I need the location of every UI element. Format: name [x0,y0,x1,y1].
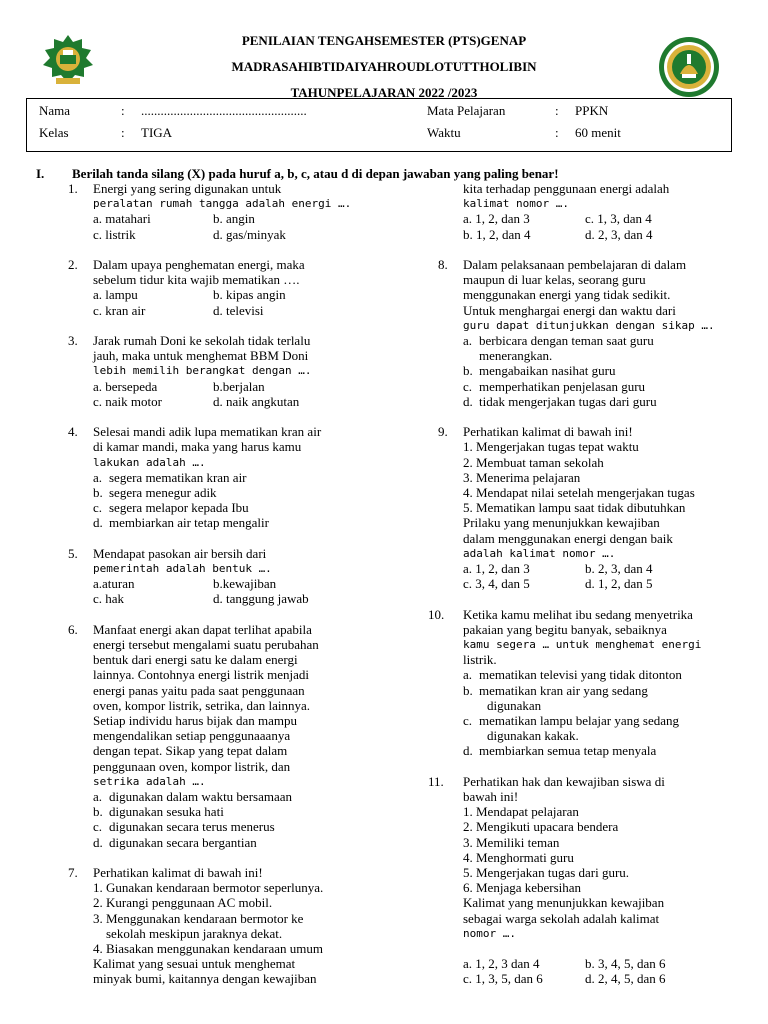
option-c[interactable]: segera melapor kepada Ibu [109,500,249,516]
statement-item: Mematikan lampu saat tidak dibutuhkan [476,500,686,516]
option-marker: a. [93,469,103,485]
statement-item: Memiliki teman [476,834,560,850]
question-text: kamu segera … untuk menghemat energi [463,637,702,651]
question-text: minyak bumi, kaitannya dengan kewajiban [93,971,317,987]
item-marker: 2. [93,895,103,911]
class-label: Kelas [39,125,69,140]
statement-item: Kurangi penggunaan AC mobil. [106,895,273,911]
question-text: oven, kompor listrik, setrika, dan lainnya. [93,697,310,713]
question-text: listrik. [463,652,497,668]
question-text: lainnya. Contohnya energi listrik menjadi [93,667,310,683]
option-d[interactable]: d. 2, 4, 5, dan 6 [585,971,666,987]
statement-item: Mengerjakan tugas dari guru. [476,865,630,881]
item-marker: 2. [463,454,473,470]
question-text: Dalam upaya penghematan energi, maka [93,256,305,272]
item-marker: 6. [463,880,473,896]
option-a[interactable]: segera mematikan kran air [109,469,247,485]
option-c[interactable]: c. 1, 3, dan 4 [585,211,652,227]
subject-value: PPKN [575,103,609,118]
option-a[interactable]: a. lampu [93,287,138,303]
option-b[interactable]: mengabaikan nasihat guru [479,363,616,379]
option-a[interactable]: a. 1, 2, 3 dan 4 [463,956,540,972]
item-marker: 4. [463,485,473,500]
info-row-1 [39,101,729,121]
question-text: Kalimat yang sesuai untuk menghemat [93,956,296,972]
question-text: lakukan adalah …. [93,455,206,469]
question-7-continued [438,181,734,242]
option-b[interactable]: mematikan kran air yang sedang [479,682,648,698]
question-9 [438,424,734,591]
question-number: 11. [428,773,444,789]
question-text: energi panas yaitu pada saat penggunaan [93,682,305,698]
question-number: 3. [68,332,78,348]
option-b[interactable]: segera menegur adik [109,484,217,500]
question-4 [68,424,364,530]
option-a[interactable]: berbicara dengan teman saat guru [479,332,654,348]
option-marker: c. [93,819,103,835]
question-1 [68,181,364,242]
item-marker: 1. [93,880,103,896]
option-c[interactable]: memperhatikan penjelasan guru [479,378,646,394]
option-c[interactable]: c. 3, 4, dan 5 [463,576,530,592]
option-d[interactable]: d. 2, 3, dan 4 [585,226,653,242]
item-marker: 3. [93,910,103,926]
question-text: energi tersebut mengalami suatu perubahan [93,636,319,652]
name-colon: : [121,103,125,118]
name-field[interactable]: ................................................... [141,103,307,118]
option-c[interactable]: c. listrik [93,226,136,242]
question-text: jauh, maka untuk menghemat BBM Doni [93,348,309,364]
option-c[interactable]: c. kran air [93,302,146,318]
question-text: bawah ini! [463,789,519,804]
question-text: Perhatikan hak dan kewajiban siswa di [463,773,665,789]
question-number: 2. [68,256,78,272]
question-text: Untuk menghargai energi dan waktu dari [463,302,676,318]
option-b[interactable]: b.kewajiban [213,576,277,592]
option-marker: a. [93,788,103,804]
question-number: 5. [68,545,78,561]
option-b[interactable]: b. angin [213,211,255,227]
question-text: Dalam pelaksanaan pembelajaran di dalam [463,256,687,272]
option-d[interactable]: membiarkan semua tetap menyala [479,743,657,759]
item-marker: 5. [463,865,473,881]
left-column [68,181,364,987]
option-c[interactable]: c. hak [93,591,125,607]
question-10 [428,606,734,759]
time-colon: : [555,125,559,140]
question-text: Kalimat yang menunjukkan kewajiban [463,895,665,911]
statement-item: Mendapat pelajaran [476,804,579,820]
exam-title: PENILAIAN TENGAHSEMESTER (PTS)GENAP [241,33,527,48]
statement-item: Gunakan kendaraan bermotor seperlunya. [106,880,324,896]
statement-item: Biasakan menggunakan kendaraan umum [106,940,323,956]
statement-item: Mendapat nilai setelah mengerjakan tugas [476,485,695,500]
question-7 [68,865,364,987]
option-b[interactable]: digunakan sesuka hati [109,804,224,820]
question-number: 10. [428,606,445,622]
option-marker: b. [463,682,473,698]
option-d[interactable]: tidak mengerjakan tugas dari guru [479,393,657,409]
option-d[interactable]: d. gas/minyak [213,226,286,242]
statement-item: Menggunakan kendaraan bermotor ke [106,910,304,926]
question-number: 1. [68,181,78,196]
option-d[interactable]: digunakan secara bergantian [109,834,257,850]
time-value: 60 menit [575,125,621,140]
statement-item: Mengikuti upacara bendera [476,819,619,835]
option-marker: b. [463,363,473,379]
statement-item: Menghormati guru [476,849,574,865]
question-6 [68,622,364,850]
item-marker: 5. [463,500,473,516]
question-text: pakaian yang begitu banyak, sebaiknya [463,621,667,637]
question-text: Perhatikan kalimat di bawah ini! [463,424,633,440]
question-number: 4. [68,424,78,440]
statement-item: Mengerjakan tugas tepat waktu [476,439,639,455]
item-marker: 4. [463,849,473,865]
question-text: nomor …. [463,926,516,940]
option-b-continued[interactable]: digunakan [487,697,542,713]
option-a[interactable]: digunakan dalam waktu bersamaan [109,788,293,804]
option-marker: d. [93,515,103,531]
option-c[interactable]: c. naik motor [93,393,162,409]
option-b[interactable]: b. kipas angin [213,287,286,303]
option-c[interactable]: digunakan secara terus menerus [109,819,275,835]
subject-colon: : [555,103,559,118]
option-d[interactable]: d. 1, 2, dan 5 [585,576,653,592]
item-marker: 1. [463,439,473,455]
option-a[interactable]: a. matahari [93,211,151,227]
option-marker: d. [463,393,473,409]
question-text: Energi yang sering digunakan untuk [93,181,282,196]
question-text: Perhatikan kalimat di bawah ini! [93,864,263,880]
statement-item: sekolah meskipun jaraknya dekat. [106,925,283,941]
option-d[interactable]: membiarkan air tetap mengalir [109,515,269,531]
right-column [428,181,734,987]
option-a-continued[interactable]: menerangkan. [479,348,553,364]
exam-header [0,28,768,106]
question-5 [68,546,364,607]
statement-item: Menjaga kebersihan [476,880,582,896]
instruction-text: Berilah tanda silang (X) pada huruf a, b, c, atau d di depan jawaban yang paling benar! [72,166,559,181]
statement-item: Membuat taman sekolah [476,454,604,470]
academic-year: TAHUNPELAJARAN 2022 /2023 [290,85,478,100]
question-number: 9. [438,424,448,440]
statement-item: Menerima pelajaran [476,469,581,485]
option-marker: a. [463,667,473,683]
option-c-continued[interactable]: digunakan kakak. [487,728,579,744]
option-marker: d. [93,834,103,850]
option-d[interactable]: d. televisi [213,302,264,318]
question-number: 8. [438,256,448,272]
question-8 [438,257,734,409]
info-row-2 [39,123,729,143]
item-marker: 1. [463,804,473,820]
option-c[interactable]: c. 1, 3, 5, dan 6 [463,971,543,987]
option-marker: b. [93,484,103,500]
question-number: 6. [68,621,78,637]
question-text: di kamar mandi, maka yang harus kamu [93,439,302,455]
item-marker: 4. [93,940,103,956]
item-marker: 2. [463,819,473,835]
option-c[interactable]: mematikan lampu belajar yang sedang [479,713,679,728]
item-marker: 3. [463,834,473,850]
school-name: MADRASAHIBTIDAIYAHROUDLOTUTTHOLIBIN [231,59,537,74]
option-marker: c. [463,378,473,394]
option-marker: d. [463,743,473,759]
question-text: Ketika kamu melihat ibu sedang menyetrika [463,606,693,622]
option-b[interactable]: b.berjalan [213,378,265,394]
name-label: Nama [39,103,71,118]
time-label: Waktu [427,125,461,140]
option-marker: a. [463,332,473,348]
option-marker: b. [93,804,103,820]
option-a[interactable]: a. 1, 2, dan 3 [463,561,530,577]
question-text: dengan tepat. Sikap yang tepat dalam [93,743,288,759]
option-a[interactable]: a.aturan [93,576,135,592]
option-d[interactable]: d. naik angkutan [213,393,300,409]
question-2 [68,257,364,318]
question-text: peralatan rumah tangga adalah energi …. [93,197,352,211]
question-text: Mendapat pasokan air bersih dari [93,545,267,561]
question-text: Manfaat energi akan dapat terlihat apabila [93,621,312,637]
item-marker: 3. [463,469,473,485]
option-a[interactable]: a. bersepeda [93,378,158,394]
section-number: I. [36,166,45,181]
question-text: pemerintah adalah bentuk …. [93,561,272,575]
question-text: guru dapat ditunjukkan dengan sikap …. [463,318,715,332]
question-text: Selesai mandi adik lupa mematikan kran air [93,424,322,440]
question-text: sebagai warga sekolah adalah kalimat [463,910,660,926]
subject-label: Mata Pelajaran [427,103,506,118]
class-value: TIGA [141,125,173,140]
option-d[interactable]: d. tanggung jawab [213,591,309,607]
question-text: menggunakan energi yang tidak sedikit. [463,287,671,303]
question-text: kalimat nomor …. [463,197,569,211]
question-text: adalah kalimat nomor …. [463,546,616,560]
question-text: lebih memilih berangkat dengan …. [93,364,312,378]
student-info-box [26,98,732,152]
question-text: penggunaan oven, kompor listrik, dan [93,758,291,774]
question-text: mengendalikan setiap penggunaaanya [93,728,291,744]
question-text: Setiap individu harus bijak dan mampu [93,712,297,728]
question-text: Prilaku yang menunjukkan kewajiban [463,515,660,531]
question-text: maupun di luar kelas, seorang guru [463,272,646,288]
question-text: kita terhadap penggunaan energi adalah [463,181,670,196]
option-b[interactable]: b. 2, 3, dan 4 [585,561,653,577]
question-text: dalam menggunakan energi dengan baik [463,530,673,546]
question-text: setrika adalah …. [93,774,206,788]
class-colon: : [121,125,125,140]
question-text: sebelum tidur kita wajib mematikan …. [93,272,300,288]
question-number: 7. [68,864,78,880]
option-marker: c. [463,713,473,728]
question-11 [428,773,734,987]
question-text: Jarak rumah Doni ke sekolah tidak terlalu [93,332,311,348]
question-text: bentuk dari energi satu ke dalam energi [93,652,298,668]
option-b[interactable]: b. 1, 2, dan 4 [463,226,531,242]
option-b[interactable]: b. 3, 4, 5, dan 6 [585,956,666,972]
option-a[interactable]: a. 1, 2, dan 3 [463,211,530,227]
option-marker: c. [93,500,103,516]
option-a[interactable]: mematikan televisi yang tidak ditonton [479,667,682,683]
question-3 [68,333,364,409]
